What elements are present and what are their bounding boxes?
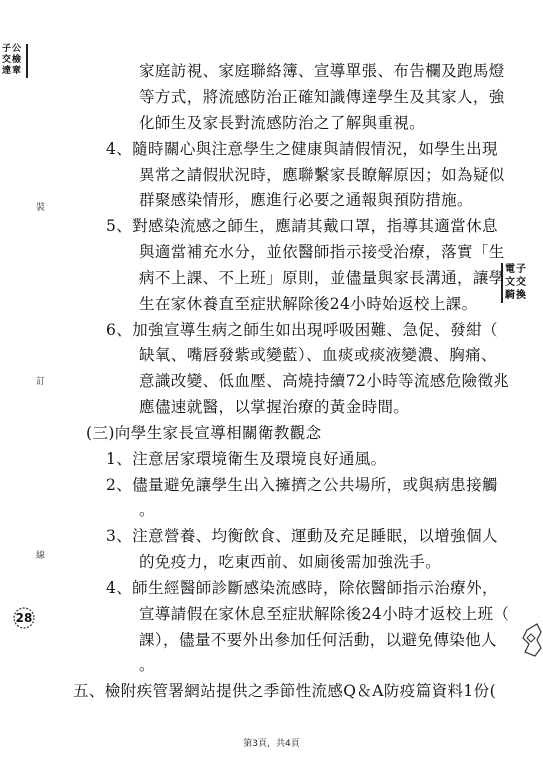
stamp-left-col-2: 公 檢 章: [12, 44, 22, 76]
page-footer: 第3頁，共4頁: [243, 739, 300, 749]
text-line-10: 生在家休養直至症狀解除後24小時始返校上課。: [139, 295, 478, 313]
stamp-left-col-1: 子 交 達: [2, 44, 12, 76]
electronic-exchange-stamp-right: [501, 263, 543, 303]
text-line-20: 的免疫力，吃東西前、如廁後需加強洗手。: [139, 553, 442, 571]
text-line-12: 缺氧、嘴唇發紫或變藍）、血痰或痰液變濃、胸痛、: [139, 346, 497, 364]
text-line-2: 等方式，將流感防治正確知識傳達學生及其家人，強: [139, 88, 505, 106]
text-line-18: 。: [139, 501, 155, 519]
list-item-5: 5、對感染流感之師生，應請其戴口罩，指導其適當休息: [106, 217, 498, 235]
stamp-right-col-1: 電 文 騎: [505, 264, 515, 301]
stamp-right-col-2: 子 交 換: [516, 264, 526, 301]
text-line-3: 化師生及家長對流感防治之了解與重視。: [139, 114, 426, 132]
text-line-13: 意識改變、低血壓、高燒持續72小時等流感危險徵兆: [139, 372, 510, 390]
text-line-24: 。: [139, 656, 155, 674]
text-line-14: 應儘速就醫，以掌握治療的黃金時間。: [139, 398, 410, 416]
text-line-8: 與適當補充水分，並依醫師指示接受治療，落實「生: [139, 243, 505, 261]
text-line-1: 家庭訪視、家庭聯絡簿、宣導單張、布告欄及跑馬燈: [139, 62, 505, 80]
list-item-2: 2、儘量避免讓學生出入擁擠之公共場所，或與病患接觸: [106, 476, 498, 494]
text-line-5: 異常之請假狀況時，應聯繫家長瞭解原因；如為疑似: [139, 166, 505, 184]
binding-mark-ding: 訂: [36, 377, 46, 387]
electronic-exchange-stamp-left: [2, 44, 28, 78]
section-heading-5: 五、檢附疾管署網站提供之季節性流感Q＆A防疫篇資料1份(: [73, 682, 497, 700]
section-heading-3: (三)向學生家長宣導相關衛教觀念: [86, 424, 322, 442]
binding-mark-xian: 線: [36, 551, 46, 561]
list-item-1: 1、注意居家環境衛生及環境良好通風。: [106, 450, 387, 468]
text-line-23: 課），儘量不要外出參加任何活動，以避免傳染他人: [139, 631, 497, 649]
seal-decoration-icon: [517, 622, 543, 658]
list-item-4: 4、隨時關心與注意學生之健康與請假情況，如學生出現: [106, 140, 498, 158]
text-line-9: 病不上課、不上班」原則，並儘量與家長溝通，讓學: [139, 269, 505, 287]
list-item-6: 6、加強宣導生病之師生如出現呼吸困難、急促、發紺（: [106, 321, 498, 339]
list-item-4b: 4、師生經醫師診斷感染流感時，除依醫師指示治療外，: [106, 579, 498, 597]
text-line-6: 群聚感染情形，應進行必要之通報與預防措施。: [139, 191, 473, 209]
page-badge: 28: [12, 606, 36, 630]
list-item-3: 3、注意營養、均衡飲食、運動及充足睡眠，以增強個人: [106, 527, 498, 545]
binding-mark-zhuang: 裝: [36, 203, 46, 213]
text-line-22: 宣導請假在家休息至症狀解除後24小時才返校上班（: [139, 605, 510, 623]
